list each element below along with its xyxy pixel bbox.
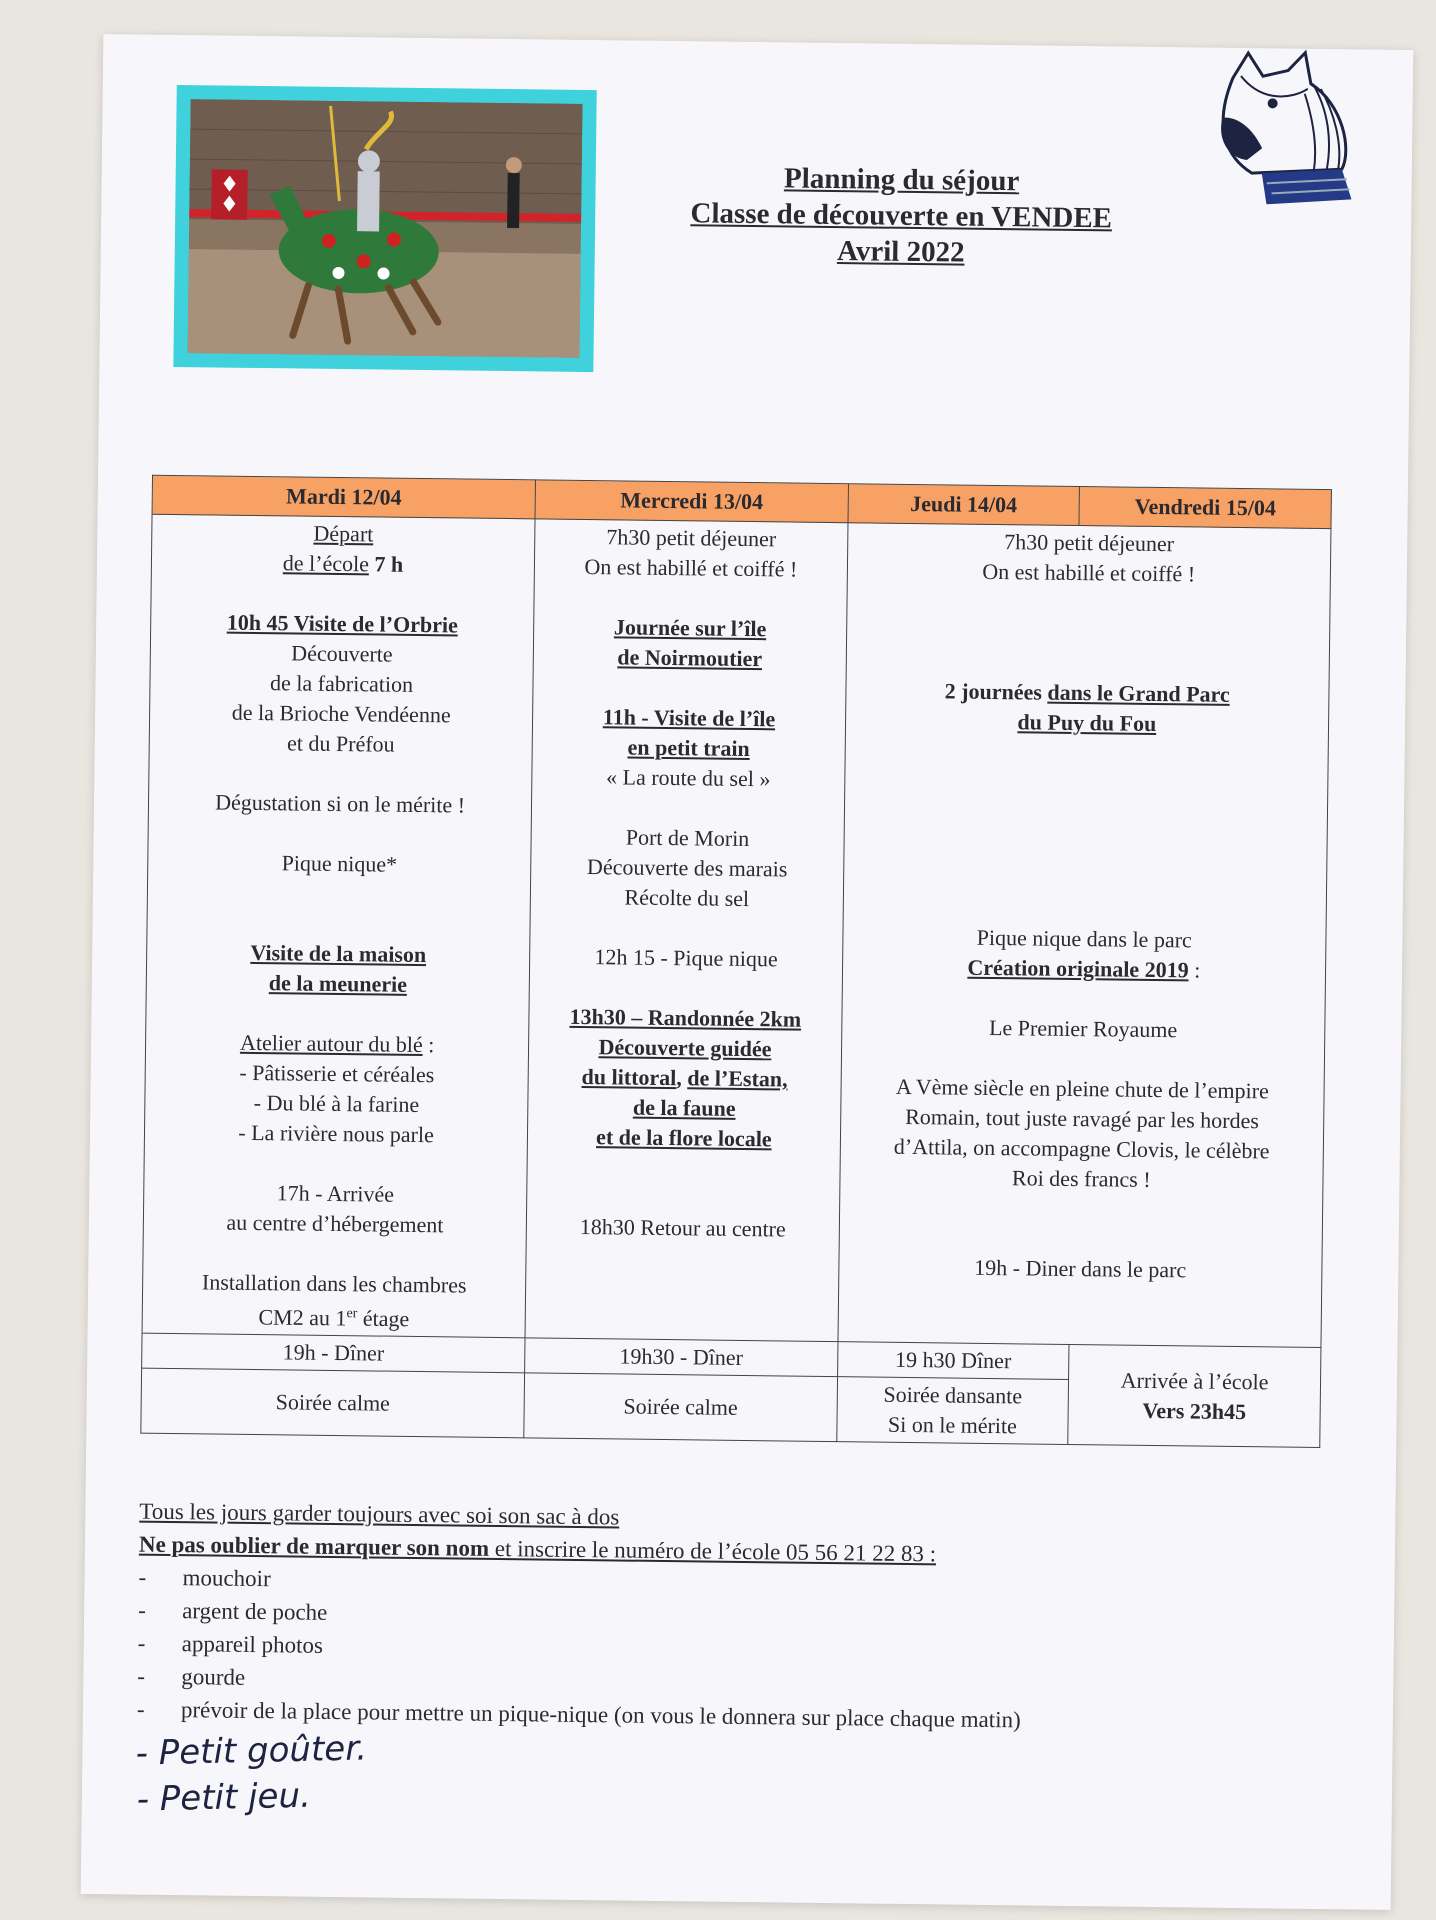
jv-parc1: 2 journées dans le Grand Parc bbox=[944, 678, 1230, 707]
mercredi-rando5: et de la flore locale bbox=[595, 1124, 772, 1152]
mardi-diner: 19h - Dîner bbox=[142, 1333, 526, 1373]
mercredi-rando2: Découverte guidée bbox=[598, 1034, 772, 1062]
mardi-visit1-l2: de la fabrication bbox=[269, 670, 414, 697]
mardi-visit1-l1: Découverte bbox=[291, 640, 393, 667]
handwritten-notes bbox=[135, 1725, 368, 1822]
notes-section bbox=[137, 1495, 1024, 1737]
title-line-2: Classe de découverte en VENDEE bbox=[690, 197, 1113, 235]
mardi-depart-b: de l’école 7 h bbox=[282, 550, 404, 577]
jv-royaume: Le Premier Royaume bbox=[988, 1014, 1178, 1043]
knight-photo bbox=[173, 85, 596, 372]
mardi-item3: - La rivière nous parle bbox=[238, 1119, 434, 1148]
mercredi-retour: 18h30 Retour au centre bbox=[579, 1213, 786, 1242]
header-vendredi: Vendredi 15/04 bbox=[1079, 487, 1331, 529]
header-jeudi: Jeudi 14/04 bbox=[848, 484, 1080, 526]
jv-dej1: 7h30 petit déjeuner bbox=[1004, 529, 1175, 557]
jv-desc3: d’Attila, on accompagne Clovis, le célèbre bbox=[893, 1133, 1270, 1164]
mardi-arrivee2: au centre d’hébergement bbox=[226, 1209, 444, 1238]
title-line-3: Avril 2022 bbox=[836, 235, 965, 269]
mardi-item1: - Pâtisserie et céréales bbox=[239, 1059, 435, 1088]
mardi-visit2-l2: de la meunerie bbox=[268, 970, 408, 997]
knight-photo-image bbox=[188, 99, 583, 358]
horse-doodle-icon bbox=[1191, 47, 1373, 209]
mercredi-route: « La route du sel » bbox=[605, 764, 771, 792]
notes-line2: Ne pas oublier de marquer son nom et inscrire le numéro de l’école 05 56 21 22 83 : bbox=[138, 1531, 937, 1567]
mardi-visit1: 10h 45 Visite de l’Orbrie bbox=[226, 609, 458, 638]
jv-dej2: On est habillé et coiffé ! bbox=[982, 558, 1196, 587]
notes-list bbox=[137, 1561, 1023, 1737]
mercredi-train1: 11h - Visite de l’île bbox=[602, 704, 776, 732]
header-mercredi: Mercredi 13/04 bbox=[535, 480, 848, 523]
jv-pique: Pique nique dans le parc bbox=[976, 924, 1192, 953]
mardi-install2: CM2 au 1er étage bbox=[258, 1304, 410, 1332]
mardi-degustation: Dégustation si on le mérite ! bbox=[215, 789, 466, 818]
jeudi-soiree bbox=[836, 1377, 1068, 1445]
mardi-item2: - Du blé à la farine bbox=[253, 1089, 420, 1118]
mercredi-port2: Découverte des marais bbox=[586, 854, 788, 882]
mercredi-dej1: 7h30 petit déjeuner bbox=[606, 524, 777, 552]
jv-desc2: Romain, tout juste ravagé par les hordes bbox=[905, 1103, 1260, 1134]
mardi-visit1-l3: de la Brioche Vendéenne bbox=[231, 699, 451, 728]
list-item: - mouchoir bbox=[138, 1561, 1022, 1605]
mardi-soiree: Soirée calme bbox=[141, 1368, 525, 1438]
list-item: - appareil photos bbox=[138, 1627, 1022, 1671]
page-title bbox=[621, 158, 1182, 273]
header-mardi: Mardi 12/04 bbox=[152, 475, 536, 519]
mardi-visit1-l4: et du Préfou bbox=[286, 730, 395, 757]
jeudi-vendredi-cell bbox=[838, 523, 1331, 1348]
mercredi-journee1: Journée sur l’île bbox=[613, 614, 767, 642]
jeudi-soiree1: Soirée dansante bbox=[883, 1382, 1023, 1409]
mercredi-rando3: du littoral, de l’Estan, bbox=[581, 1063, 788, 1092]
jv-parc2: du Puy du Fou bbox=[1017, 709, 1157, 736]
mardi-arrivee1: 17h - Arrivée bbox=[276, 1180, 395, 1207]
vendredi-arrivee1: Arrivée à l’école bbox=[1120, 1367, 1269, 1395]
mercredi-port3: Récolte du sel bbox=[624, 884, 750, 912]
handwritten-line1: - Petit goûter. bbox=[135, 1728, 368, 1774]
mercredi-journee2: de Noirmoutier bbox=[617, 644, 763, 672]
mardi-pique: Pique nique* bbox=[281, 850, 398, 877]
mercredi-dej2: On est habillé et coiffé ! bbox=[584, 553, 798, 582]
mercredi-soiree: Soirée calme bbox=[524, 1373, 837, 1442]
mercredi-rando4: de la faune bbox=[632, 1094, 736, 1121]
mardi-depart-a: Départ bbox=[313, 520, 374, 547]
jv-creation: Création originale 2019 : bbox=[967, 954, 1201, 983]
vendredi-arrivee2: Vers 23h45 bbox=[1142, 1397, 1247, 1424]
jv-desc4: Roi des francs ! bbox=[1011, 1165, 1151, 1192]
jeudi-diner: 19 h30 Dîner bbox=[837, 1342, 1069, 1380]
handwritten-line2: - Petit jeu. bbox=[136, 1775, 312, 1820]
mercredi-train2: en petit train bbox=[627, 734, 750, 762]
notes-line1: Tous les jours garder toujours avec soi son sac à dos bbox=[139, 1498, 620, 1530]
jv-diner-parc: 19h - Diner dans le parc bbox=[974, 1254, 1187, 1283]
jeudi-soiree2: Si on le mérite bbox=[887, 1412, 1018, 1439]
list-item: - gourde bbox=[137, 1660, 1021, 1704]
mardi-atelier: Atelier autour du blé : bbox=[239, 1029, 435, 1058]
mardi-visit2-l1: Visite de la maison bbox=[250, 939, 427, 968]
vendredi-arrivee bbox=[1068, 1345, 1321, 1448]
mercredi-pique: 12h 15 - Pique nique bbox=[594, 944, 778, 972]
list-item: - prévoir de la place pour mettre un pique-nique (on vous le donnera sur place chaque matin) bbox=[137, 1693, 1021, 1737]
schedule-table bbox=[140, 475, 1332, 1449]
title-line-1: Planning du séjour bbox=[783, 162, 1020, 198]
document-sheet bbox=[81, 34, 1414, 1910]
jv-desc1: A Vème siècle en pleine chute de l’empire bbox=[895, 1073, 1269, 1104]
list-item: - argent de poche bbox=[138, 1594, 1022, 1638]
mercredi-cell bbox=[525, 519, 847, 1342]
mardi-install1: Installation dans les chambres bbox=[201, 1269, 467, 1298]
mercredi-port1: Port de Morin bbox=[625, 824, 750, 852]
mercredi-rando1: 13h30 – Randonnée 2km bbox=[569, 1003, 802, 1032]
table-main-row bbox=[142, 514, 1331, 1348]
mardi-cell bbox=[142, 514, 535, 1338]
mercredi-diner: 19h30 - Dîner bbox=[525, 1338, 838, 1377]
